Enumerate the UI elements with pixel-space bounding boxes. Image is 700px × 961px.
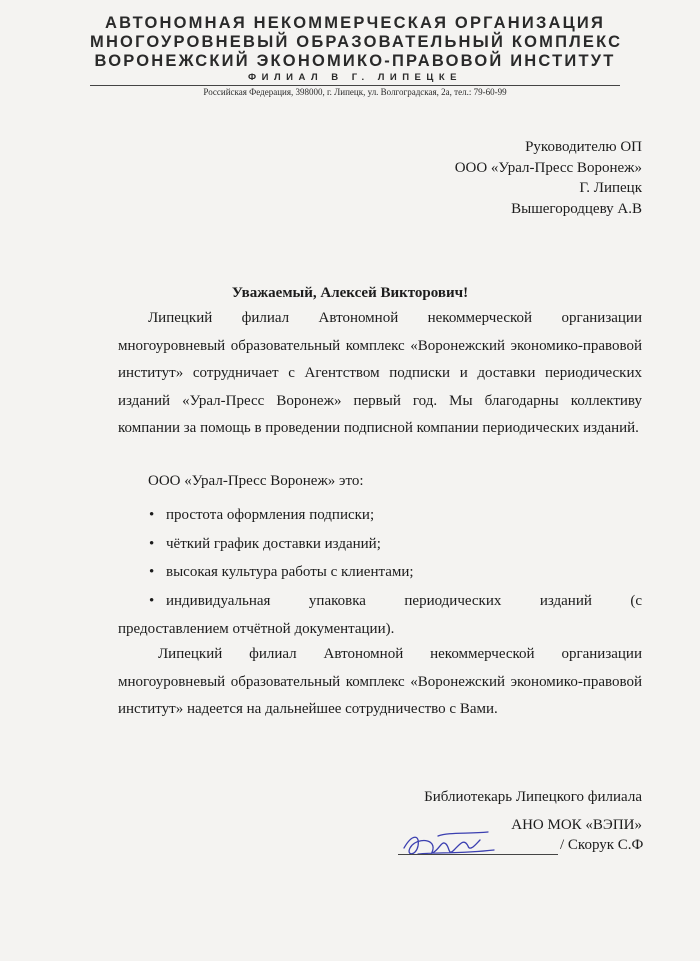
signature-line bbox=[398, 854, 558, 855]
signer-position: Библиотекарь Липецкого филиала bbox=[424, 789, 642, 805]
list-item-text: простота оформления подписки; bbox=[166, 507, 375, 523]
letterhead-divider bbox=[90, 85, 620, 86]
handwritten-signature bbox=[398, 826, 498, 866]
recipient-block bbox=[455, 137, 642, 219]
benefits-list bbox=[118, 501, 642, 643]
list-item bbox=[118, 558, 642, 587]
intro-line: ООО «Урал-Пресс Воронеж» это: bbox=[148, 473, 364, 489]
paragraph-1: Липецкий филиал Автономной некоммерческой организации многоуровневый образовательный комплекс «Воронежский экономико-правовой институт» сотрудничает с Агентством подписки и доставки периодических изданий «Урал-Пресс Воронеж» первый год. Мы благодарны коллективу компании за помощь в проведении подписной компании периодических изданий. bbox=[118, 310, 642, 436]
list-item-continuation: предоставлением отчётной документации). bbox=[118, 621, 395, 637]
bullet-icon: • bbox=[149, 592, 155, 609]
list-item-text: высокая культура работы с клиентами; bbox=[166, 564, 414, 580]
letterhead-line-1: АВТОНОМНАЯ НЕКОММЕРЧЕСКАЯ ОРГАНИЗАЦИЯ bbox=[104, 14, 605, 32]
letterhead-branch: ФИЛИАЛ В Г. ЛИПЕЦКЕ bbox=[248, 72, 462, 83]
signer-name: / Скорук С.Ф bbox=[560, 837, 644, 853]
bullet-icon: • bbox=[149, 507, 155, 523]
list-item bbox=[118, 587, 642, 644]
letterhead-address: Российская Федерация, 398000, г. Липецк, ул. Волгоградская, 2а, тел.: 79-60-99 bbox=[203, 87, 507, 97]
recipient-line-1: Руководителю ОП bbox=[525, 139, 642, 155]
recipient-line-3: Г. Липецк bbox=[579, 180, 642, 196]
list-item-text: индивидуальная упаковка периодических изданий (с bbox=[166, 592, 642, 609]
greeting: Уважаемый, Алексей Викторович! bbox=[231, 285, 469, 301]
list-item-text: чёткий график доставки изданий; bbox=[166, 535, 381, 552]
bullet-icon: • bbox=[149, 564, 155, 580]
letterhead-line-3: ВОРОНЕЖСКИЙ ЭКОНОМИКО-ПРАВОВОЙ ИНСТИТУТ bbox=[94, 52, 616, 70]
list-item bbox=[118, 501, 642, 530]
list-item bbox=[118, 530, 642, 559]
letterhead-line-2: МНОГОУРОВНЕВЫЙ ОБРАЗОВАТЕЛЬНЫЙ КОМПЛЕКС bbox=[90, 33, 623, 51]
signer-organization: АНО МОК «ВЭПИ» bbox=[511, 817, 642, 833]
letterhead bbox=[90, 14, 623, 98]
bullet-icon: • bbox=[149, 535, 155, 552]
recipient-line-2: ООО «Урал-Пресс Воронеж» bbox=[454, 159, 642, 176]
paragraph-2: Липецкий филиал Автономной некоммерческой организации многоуровневый образовательный комплекс «Воронежский экономико-правовой институт» надеется на дальнейшее сотрудничество с Вами. bbox=[118, 646, 642, 717]
recipient-line-4: Вышегородцеву А.В bbox=[511, 200, 642, 217]
